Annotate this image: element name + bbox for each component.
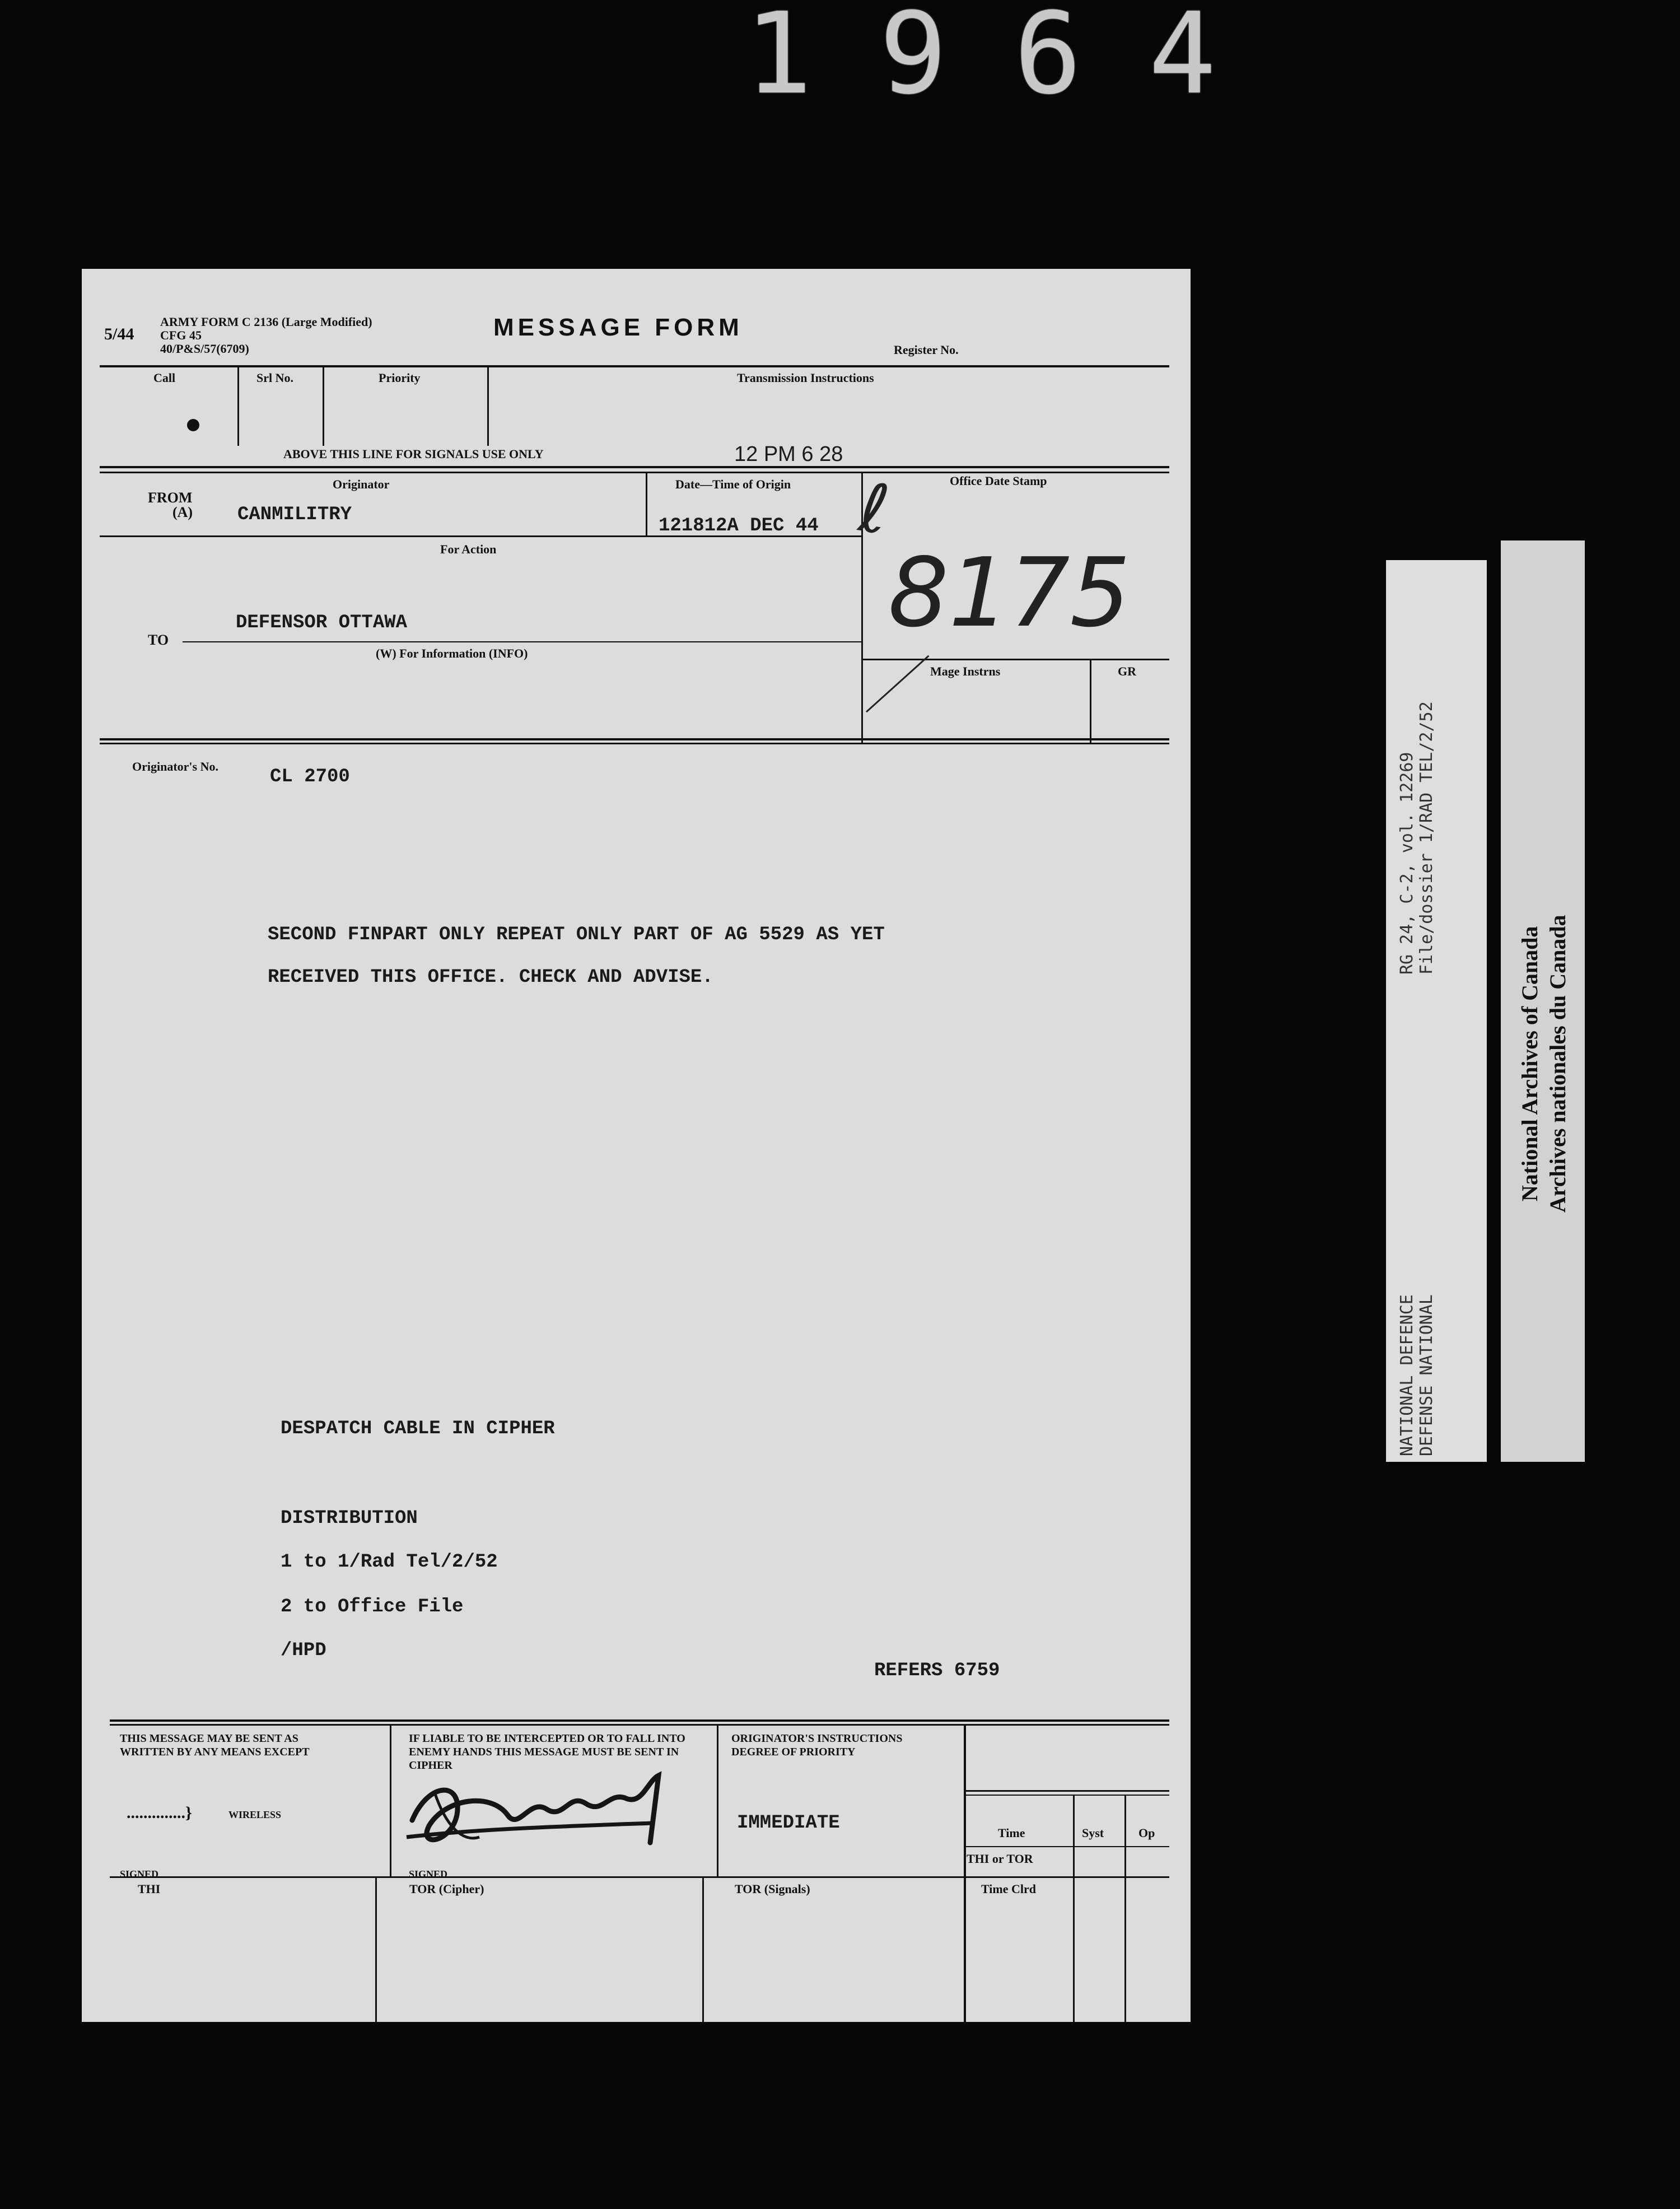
divider	[390, 1725, 391, 1876]
rule	[964, 1790, 1169, 1792]
archive-ref-line-2: File/dossier 1/RAD TEL/2/52	[1417, 701, 1436, 975]
rule	[100, 365, 1169, 367]
rule	[100, 738, 1169, 740]
to-value: DEFENSOR OTTAWA	[236, 612, 408, 633]
archives-fr: Archives nationales du Canada	[1545, 915, 1570, 1213]
signature-image	[395, 1759, 687, 1871]
priority-value: IMMEDIATE	[737, 1812, 840, 1834]
tor-signals-label: TOR (Signals)	[735, 1882, 810, 1896]
rule	[100, 535, 861, 537]
priority-label: Priority	[379, 371, 421, 385]
archives-en: National Archives of Canada	[1517, 926, 1542, 1201]
sent-as-written-label: THIS MESSAGE MAY BE SENT AS WRITTEN BY ANY MEANS EXCEPT	[120, 1732, 310, 1758]
archive-reference-label	[1386, 560, 1487, 1462]
signals-stamp: 12 PM 6 28	[734, 442, 843, 466]
rule	[110, 1876, 1169, 1878]
divider	[487, 367, 489, 446]
tor-cipher-label: TOR (Cipher)	[409, 1882, 484, 1896]
ink-mark	[187, 419, 199, 431]
divider	[717, 1725, 718, 1876]
rule	[100, 743, 1169, 744]
archive-ref-line-1: RG 24, C-2, vol. 12269	[1397, 752, 1417, 975]
divider	[646, 473, 647, 535]
transmission-label: Transmission Instructions	[737, 371, 874, 385]
from-sub-label: (A)	[172, 504, 193, 520]
gr-label: GR	[1118, 664, 1136, 678]
register-no-label: Register No.	[894, 343, 959, 357]
to-label: TO	[148, 632, 169, 648]
syst-label: Syst	[1082, 1826, 1104, 1840]
message-form	[82, 269, 1191, 2022]
distribution-label: DISTRIBUTION	[281, 1508, 418, 1529]
distribution-2: 2 to Office File	[281, 1596, 464, 1618]
year-stamp: 1964	[745, 0, 1284, 119]
cfg-label: CFG 45	[160, 328, 202, 342]
above-line-label: ABOVE THIS LINE FOR SIGNALS USE ONLY	[283, 447, 544, 461]
rule	[183, 641, 861, 642]
army-form-label: ARMY FORM C 2136 (Large Modified)	[160, 315, 372, 329]
rule	[964, 1795, 1169, 1796]
rule	[861, 659, 1169, 660]
thi-label: THI	[138, 1882, 161, 1896]
divider	[1124, 1795, 1126, 2022]
wireless-label: WIRELESS	[228, 1809, 282, 1820]
date-time-label: Date—Time of Origin	[675, 477, 791, 491]
despatch-line: DESPATCH CABLE IN CIPHER	[281, 1418, 555, 1439]
divider	[323, 367, 324, 446]
rule	[110, 1724, 1169, 1726]
body-line-2: RECEIVED THIS OFFICE. CHECK AND ADVISE.	[268, 967, 713, 988]
form-code: 5/44	[104, 325, 134, 343]
form-title: MESSAGE FORM	[493, 314, 743, 341]
date-time-value: 121812A DEC 44	[659, 515, 819, 537]
distribution-1: 1 to 1/Rad Tel/2/52	[281, 1551, 498, 1573]
rule	[100, 466, 1169, 468]
signed-label-1: SIGNED	[120, 1868, 159, 1880]
stroke-mark	[866, 655, 929, 713]
divider	[1090, 660, 1091, 743]
initials: /HPD	[281, 1640, 326, 1661]
divider	[375, 1876, 377, 2022]
thi-or-tor-label: THI or TOR	[967, 1852, 1033, 1866]
divider	[702, 1876, 704, 2022]
body-line-1: SECOND FINPART ONLY REPEAT ONLY PART OF AG 5529 AS YET	[268, 924, 885, 945]
for-action-label: For Action	[440, 542, 497, 556]
time-label: Time	[998, 1826, 1025, 1840]
time-clrd-label: Time Clrd	[981, 1882, 1036, 1896]
intercept-label: IF LIABLE TO BE INTERCEPTED OR TO FALL INTO ENEMY HANDS THIS MESSAGE MUST BE SENT IN CIPHER	[409, 1732, 685, 1772]
originators-no-value: CL 2700	[270, 766, 350, 787]
op-label: Op	[1138, 1826, 1155, 1840]
stamp-number: 8175	[888, 538, 1131, 649]
call-label: Call	[153, 371, 176, 385]
wireless-dots: ..............}	[127, 1803, 192, 1822]
rule	[964, 1846, 1169, 1847]
from-label: FROM	[148, 490, 193, 506]
rule	[110, 1719, 1169, 1722]
signed-label-2: SIGNED	[409, 1868, 448, 1880]
originator-value: CANMILITRY	[237, 504, 352, 525]
print-ref: 40/P&S/57(6709)	[160, 342, 249, 356]
office-date-stamp-label: Office Date Stamp	[950, 474, 1047, 488]
divider	[237, 367, 239, 446]
archives-canada-label	[1501, 540, 1585, 1462]
mage-instrns-label: Mage Instrns	[930, 664, 1001, 678]
originator-label: Originator	[333, 477, 390, 491]
dept-line-2: DEFENSE NATIONAL	[1417, 1294, 1436, 1456]
rule	[100, 472, 1169, 473]
divider	[1073, 1795, 1075, 2022]
info-label: (W) For Information (INFO)	[376, 646, 528, 660]
stamp-pen-mark: ℓ	[855, 469, 894, 550]
srl-label: Srl No.	[256, 371, 293, 385]
originators-no-label: Originator's No.	[132, 759, 218, 773]
divider	[964, 1725, 966, 2022]
dept-line-1: NATIONAL DEFENCE	[1397, 1294, 1417, 1456]
orig-instructions-label: ORIGINATOR'S INSTRUCTIONS DEGREE OF PRIORITY	[731, 1732, 903, 1758]
refers-line: REFERS 6759	[874, 1660, 1000, 1681]
